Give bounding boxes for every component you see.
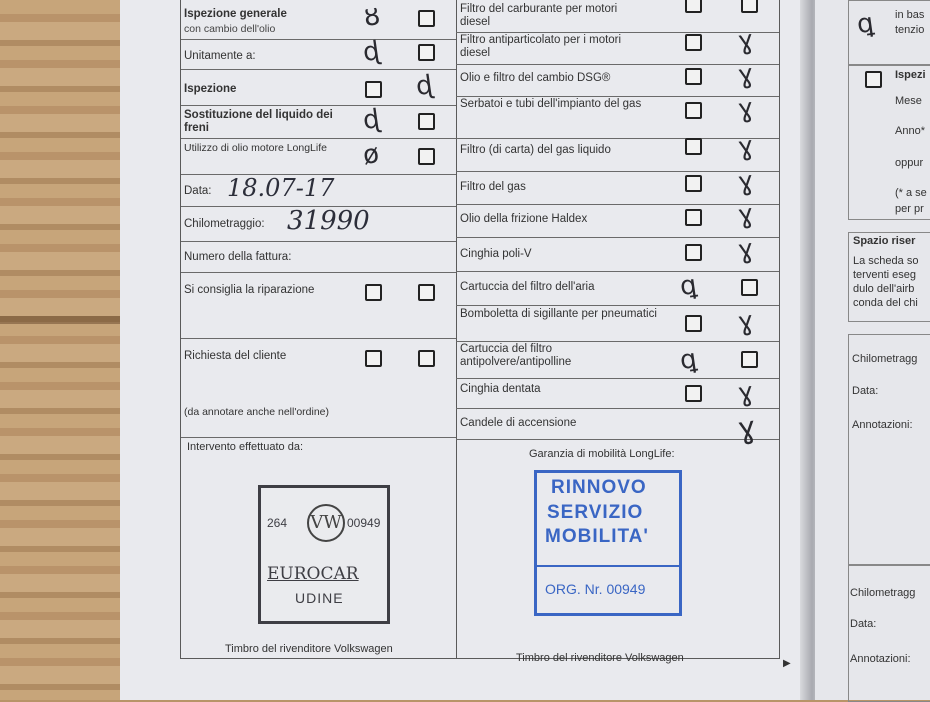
footer-timbro-left: Timbro del rivenditore Volkswagen [225,643,393,655]
row-chilometraggio [181,206,456,242]
right-row-13 [456,408,779,448]
text-chilometragg-2: Chilometragg [850,587,916,599]
label-utilizzo-longlife: Utilizzo di olio motore LongLife [184,142,327,154]
text-scheda-3: dulo dell'airb [853,283,915,295]
check-mark: ɖ [360,103,382,137]
text-annotazioni-1: Annotazioni: [852,419,913,431]
check-mark: ɣ [735,234,756,266]
label-chilometraggio: Chilometraggio: [184,218,265,230]
right-row-3 [456,59,779,97]
row-data [181,174,456,207]
check-mark: ꝗ [677,269,699,303]
text-mese: Mese [895,95,922,107]
dealer-stamp [258,485,390,624]
maintenance-form [180,0,780,664]
label-data: Data: [184,185,212,197]
next-page-box-2 [848,64,930,220]
checkbox[interactable] [685,385,702,402]
checkbox[interactable] [865,71,882,88]
label-ispezione: Ispezione [184,83,237,95]
stamp-line-2: SERVIZIO [547,502,644,523]
row-ispezione-generale [181,0,456,40]
stamp-code-left: 264 [267,516,288,530]
checkbox[interactable] [685,138,702,155]
label-annotare: (da annotare anche nell'ordine) [184,406,330,418]
right-row-4 [456,93,779,139]
right-row-9 [456,271,779,306]
check-mark: ɣ [735,131,756,163]
check-mark: ɖ [360,35,382,69]
item-label-12: Cinghia dentata [460,383,541,395]
label-cambio-olio: con cambio dell'olio [184,23,276,35]
check-mark: ɣ [735,166,756,198]
check-mark: ɣ [735,306,756,338]
text-ispez: Ispezi [895,69,926,81]
stamp-divider [537,565,679,567]
checkbox[interactable] [685,0,702,13]
item-label-11: Cartuccia del filtro antipolvere/antipolline [460,343,572,368]
checkbox[interactable] [685,315,702,332]
row-richiesta-cliente [181,338,456,438]
right-row-7 [456,199,779,238]
stamp-line-1: RINNOVO [551,477,647,498]
checkbox[interactable] [418,148,435,165]
next-page-box-1 [848,0,930,66]
text-per-pr: per pr [895,203,924,215]
checkbox[interactable] [685,68,702,85]
label-garanzia: Garanzia di mobilità LongLife: [529,448,675,460]
item-label-2: Filtro antiparticolato per i motori diesel [460,34,622,59]
text-scheda-4: conda del chi [853,297,918,309]
checkbox[interactable] [418,10,435,27]
right-row-12 [456,378,779,409]
text-in-base: in bas [895,9,925,21]
item-label-13: Candele di accensione [460,417,577,429]
label-richiesta: Richiesta del cliente [184,350,287,362]
check-mark: ø [360,139,381,171]
checkbox[interactable] [418,284,435,301]
stamp-dealer-city: UDINE [295,590,344,606]
right-row-2 [456,25,779,65]
text-anno: Anno* [895,125,925,137]
item-label-9: Cartuccia del filtro dell'aria [460,281,595,293]
right-row-11 [456,341,779,379]
checkbox[interactable] [418,44,435,61]
text-data-2: Data: [850,618,877,630]
item-label-3: Olio e filtro del cambio DSG® [460,72,611,84]
checkbox[interactable] [365,284,382,301]
handwritten-km: 31990 [287,206,370,236]
item-label-7: Olio della frizione Haldex [460,213,588,225]
next-page-box-5 [848,564,930,702]
checkbox[interactable] [741,279,758,296]
text-data-1: Data: [852,385,879,397]
footer-timbro-right: Timbro del rivenditore Volkswagen [516,652,684,664]
check-mark: ɣ [735,409,759,448]
row-sostituzione [181,105,456,139]
next-page-box-4 [848,334,930,566]
stamp-line-3: MOBILITA' [545,526,649,547]
item-label-5: Filtro (di carta) del gas liquido [460,144,611,156]
label-unitamente: Unitamente a: [184,50,256,62]
text-spazio: Spazio riser [853,235,916,247]
item-label-8: Cinghia poli-V [460,248,532,260]
row-unitamente [181,35,456,70]
right-row-5 [456,131,779,172]
right-row-8 [456,234,779,272]
text-annotazioni-2: Annotazioni: [850,653,911,665]
checkbox[interactable] [685,244,702,261]
stamp-org-number: ORG. Nr. 00949 [545,581,646,597]
check-mark: ɣ [735,377,756,409]
checkbox[interactable] [741,0,758,13]
right-row-1 [456,0,779,33]
table-seam [0,316,140,324]
text-tenzio: tenzio [895,24,925,36]
item-label-6: Filtro del gas [460,181,526,193]
check-mark: ɣ [735,25,756,57]
check-mark: ꝗ [677,343,699,377]
checkbox[interactable] [685,102,702,119]
text-scheda-2: terventi eseg [853,269,916,281]
stamp-code-right: 00949 [347,516,381,530]
item-label-4: Serbatoi e tubi dell'impianto del gas [460,98,642,110]
checkbox[interactable] [685,34,702,51]
vw-logo-icon: VW [307,504,345,542]
text-a-se: (* a se [895,187,927,199]
label-sostituzione: Sostituzione del liquido dei freni [184,109,333,134]
row-fattura [181,241,456,273]
text-oppur: oppur [895,157,924,169]
row-ispezione [181,69,456,106]
checkbox[interactable] [685,175,702,192]
checkbox[interactable] [685,209,702,226]
right-row-6 [456,166,779,205]
handwritten-date: 18.07-17 [227,174,335,202]
checkbox[interactable] [418,350,435,367]
check-mark: ɣ [735,93,756,125]
check-mark: ȣ [361,1,382,33]
checkbox[interactable] [741,351,758,368]
label-ispezione-generale: Ispezione generale [184,8,287,20]
next-arrow-icon: ▶ [783,658,791,669]
checkbox[interactable] [365,81,382,98]
text-chilometragg-1: Chilometragg [852,353,918,365]
label-fattura: Numero della fattura: [184,251,292,263]
next-page-box-3 [848,232,930,322]
item-label-1: Filtro del carburante per motori diesel [460,3,618,28]
checkbox[interactable] [365,350,382,367]
checkbox[interactable] [418,113,435,130]
right-row-10 [456,305,779,342]
label-intervento: Intervento effettuato da: [187,441,303,453]
wooden-table [0,0,140,700]
row-utilizzo-longlife [181,138,456,175]
mobility-stamp [534,470,682,616]
stamp-dealer-name: EUROCAR [267,564,359,584]
check-mark: ꝗ [854,7,876,41]
text-scheda-1: La scheda so [853,255,919,267]
check-mark: ɣ [735,199,756,231]
check-mark: ɖ [413,69,435,103]
row-riparazione [181,272,456,339]
check-mark: ɣ [735,59,756,91]
label-riparazione: Si consiglia la riparazione [184,284,315,296]
item-label-10: Bomboletta di sigillante per pneumatici [460,308,657,320]
